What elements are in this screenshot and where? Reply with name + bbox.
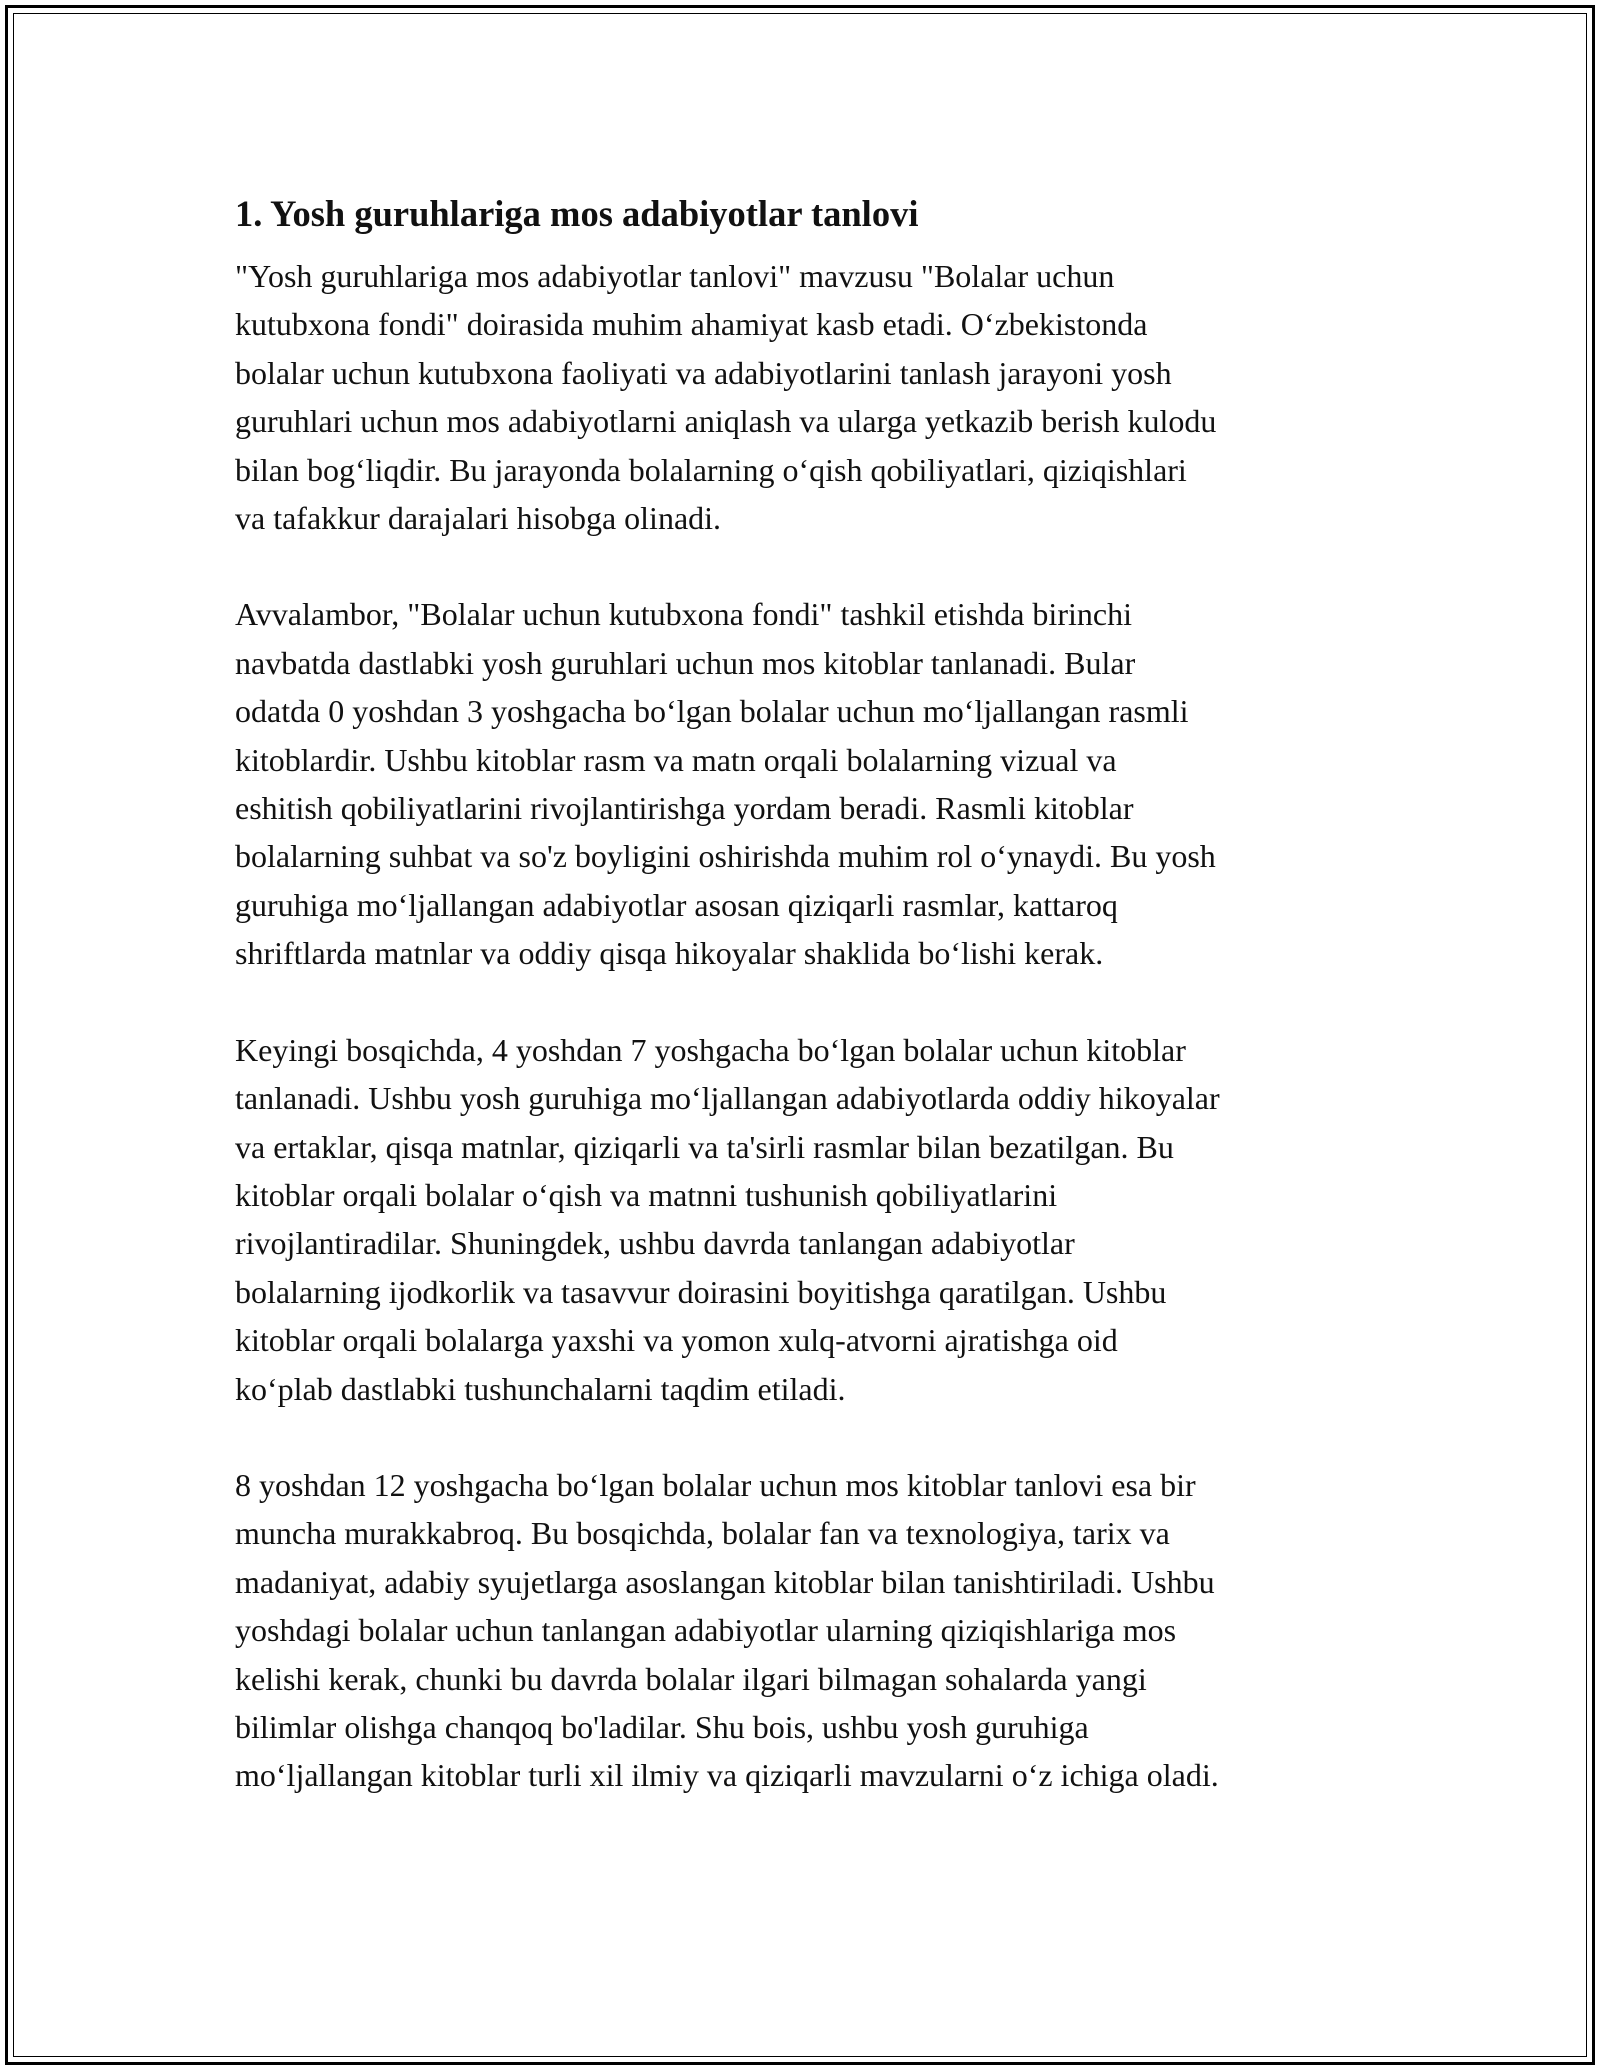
- paragraph-line: kelishi kerak, chunki bu davrda bolalar ilgari bilmagan sohalarda yangi: [235, 1660, 1147, 1697]
- paragraph-line: ko‘plab dastlabki tushunchalarni taqdim etiladi.: [235, 1370, 846, 1407]
- paragraph-line: bolalarning ijodkorlik va tasavvur doirasini boyitishga qaratilgan. Ushbu: [235, 1273, 1167, 1310]
- paragraph-4: [235, 1461, 1375, 1800]
- paragraph-spacer: [235, 1413, 1375, 1461]
- paragraph-line: eshitish qobiliyatlarini rivojlantirishga yordam beradi. Rasmli kitoblar: [235, 790, 1134, 827]
- paragraph-line: guruhlari uchun mos adabiyotlarni aniqlash va ularga yetkazib berish kulodu: [235, 403, 1217, 440]
- paragraph-line: kitoblar orqali bolalar o‘qish va matnni tushunish qobiliyatlarini: [235, 1176, 1058, 1213]
- paragraph-spacer: [235, 978, 1375, 1026]
- paragraph-line: kutubxona fondi" doirasida muhim ahamiyat kasb etadi. O‘zbekistonda: [235, 306, 1148, 343]
- paragraph-line: bilan bog‘liqdir. Bu jarayonda bolalarning o‘qish qobiliyatlari, qiziqishlari: [235, 451, 1187, 488]
- paragraph-line: Keyingi bosqichda, 4 yoshdan 7 yoshgacha bo‘lgan bolalar uchun kitoblar: [235, 1031, 1186, 1068]
- paragraph-line: odatda 0 yoshdan 3 yoshgacha bo‘lgan bolalar uchun mo‘ljallangan rasmli: [235, 693, 1189, 730]
- paragraph-line: 8 yoshdan 12 yoshgacha bo‘lgan bolalar uchun mos kitoblar tanlovi esa bir: [235, 1466, 1196, 1503]
- paragraph-line: muncha murakkabroq. Bu bosqichda, bolalar fan va texnologiya, tarix va: [235, 1515, 1170, 1552]
- paragraph-line: Avvalambor, "Bolalar uchun kutubxona fondi" tashkil etishda birinchi: [235, 596, 1132, 633]
- paragraph-spacer: [235, 542, 1375, 590]
- paragraph-line: navbatda dastlabki yosh guruhlari uchun mos kitoblar tanlanadi. Bular: [235, 644, 1136, 681]
- paragraph-line: "Yosh guruhlariga mos adabiyotlar tanlovi" mavzusu "Bolalar uchun: [235, 258, 1115, 294]
- paragraph-1: [235, 252, 1375, 542]
- paragraph-line: kitoblar orqali bolalarga yaxshi va yomon xulq-atvorni ajratishga oid: [235, 1322, 1118, 1359]
- document-content: [235, 188, 1375, 1800]
- paragraph-line: bolalar uchun kutubxona faoliyati va adabiyotlarini tanlash jarayoni yosh: [235, 354, 1172, 391]
- paragraph-line: rivojlantiradilar. Shuningdek, ushbu davrda tanlangan adabiyotlar: [235, 1225, 1075, 1262]
- paragraph-line: yoshdagi bolalar uchun tanlangan adabiyotlar ularning qiziqishlariga mos: [235, 1612, 1177, 1649]
- paragraph-line: bilimlar olishga chanqoq bo'ladilar. Shu bois, ushbu yosh guruhiga: [235, 1708, 1089, 1745]
- paragraph-line: tanlanadi. Ushbu yosh guruhiga mo‘ljallangan adabiyotlarda oddiy hikoyalar: [235, 1080, 1220, 1117]
- paragraph-line: va tafakkur darajalari hisobga olinadi.: [235, 500, 722, 537]
- paragraph-line: va ertaklar, qisqa matnlar, qiziqarli va ta'sirli rasmlar bilan bezatilgan. Bu: [235, 1128, 1174, 1165]
- paragraph-line: guruhiga mo‘ljallangan adabiyotlar asosan qiziqarli rasmlar, kattaroq: [235, 886, 1118, 923]
- section-heading: 1. Yosh guruhlariga mos adabiyotlar tanlovi: [235, 193, 919, 234]
- paragraph-line: bolalarning suhbat va so'z boyligini oshirishda muhim rol o‘ynaydi. Bu yosh: [235, 838, 1216, 875]
- paragraph-line: shriftlarda matnlar va oddiy qisqa hikoyalar shaklida bo‘lishi kerak.: [235, 935, 1104, 972]
- paragraph-line: mo‘ljallangan kitoblar turli xil ilmiy va qiziqarli mavzularni o‘z ichiga oladi.: [235, 1757, 1219, 1794]
- paragraph-3: [235, 1026, 1375, 1413]
- paragraph-2: [235, 590, 1375, 977]
- paragraph-line: kitoblardir. Ushbu kitoblar rasm va matn orqali bolalarning vizual va: [235, 741, 1117, 778]
- paragraph-line: madaniyat, adabiy syujetlarga asoslangan kitoblar bilan tanishtiriladi. Ushbu: [235, 1563, 1215, 1600]
